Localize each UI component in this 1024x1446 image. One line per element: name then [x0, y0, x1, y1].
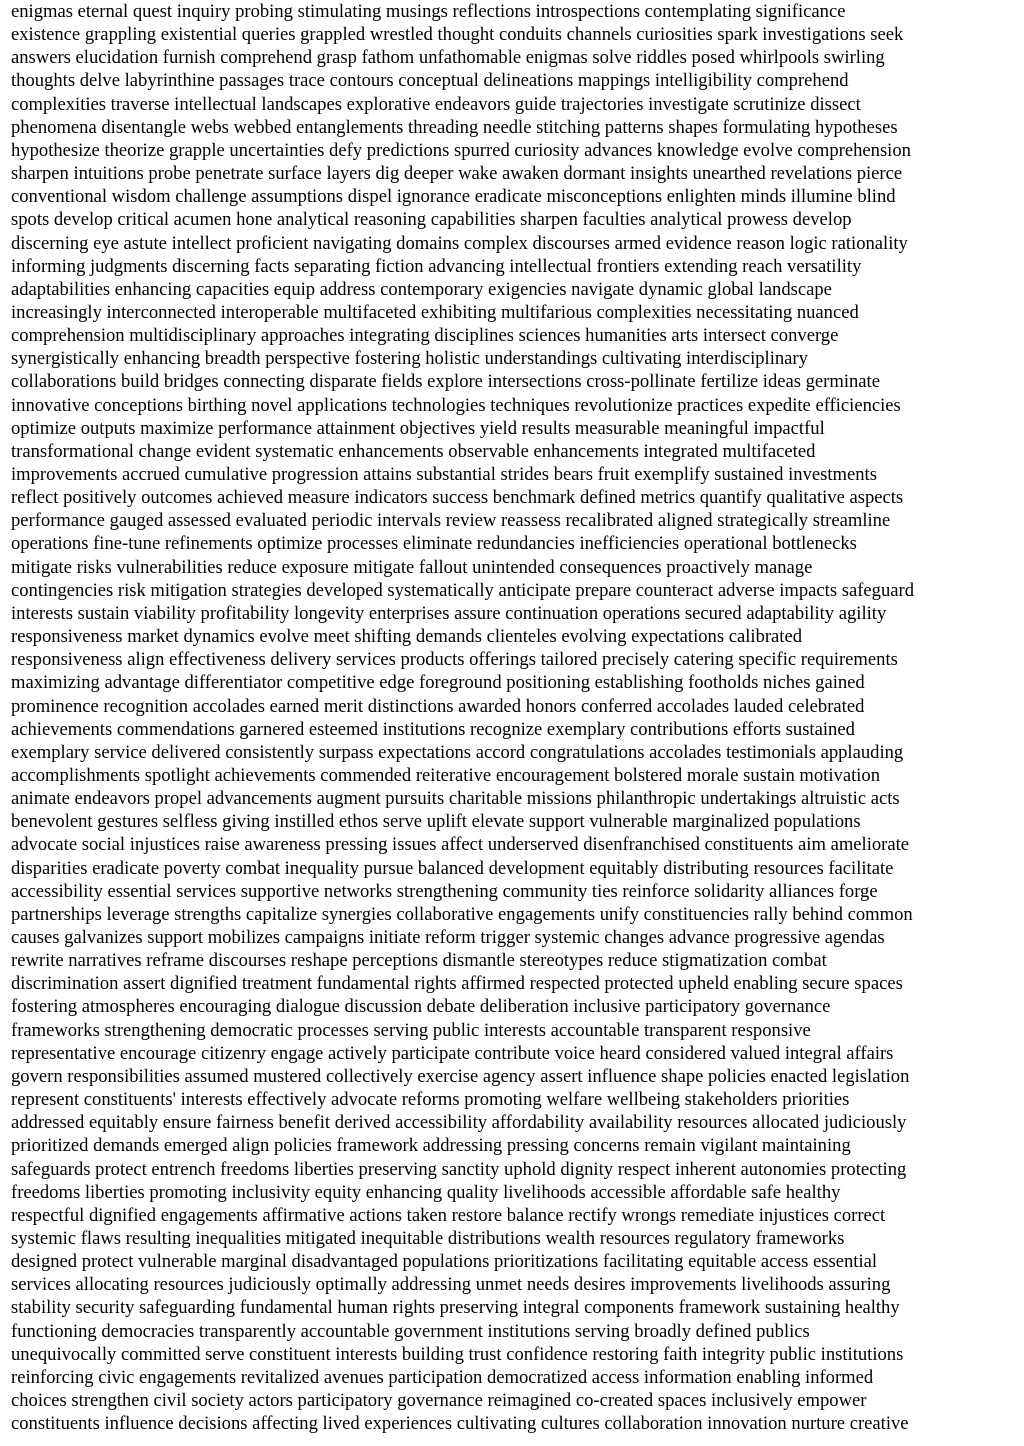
text-line: animate endeavors propel advancements augment pursuits charitable missions philanthropic undertakings altruistic acts: [11, 788, 900, 810]
text-line: accomplishments spotlight achievements commended reiterative encouragement bolstered morale sustain motivation: [11, 764, 880, 786]
text-line: achievements commendations garnered esteemed institutions recognize exemplary contributions efforts sustained: [11, 718, 855, 740]
text-line: existence grappling existential queries grappled wrestled thought conduits channels curiosities spark investigations seek: [11, 24, 904, 46]
text-line: hypothesize theorize grapple uncertainties defy predictions spurred curiosity advances knowledge evolve comprehension: [11, 139, 911, 161]
text-line: improvements accrued cumulative progression attains substantial strides bears fruit exemplify sustained investments: [11, 464, 877, 485]
text-line: representative encourage citizenry engage actively participate contribute voice heard considered valued integral affairs: [11, 1042, 894, 1064]
text-line: unequivocally committed serve constituent interests building trust confidence restoring faith integrity public institutions: [11, 1343, 904, 1365]
text-line: causes galvanizes support mobilizes campaigns initiate reform trigger systemic changes advance progressive agendas: [11, 927, 885, 948]
text-line: sharpen intuitions probe penetrate surface layers dig deeper wake awaken dormant insights unearthed revelations pierce: [11, 163, 903, 185]
text-line: collaborations build bridges connecting disparate fields explore intersections cross-pollinate fertilize ideas germinate: [11, 371, 880, 393]
text-line: benevolent gestures selfless giving instilled ethos serve uplift elevate support vulnerable marginalized populations: [11, 811, 861, 833]
text-line: stability security safeguarding fundamental human rights preserving integral components framework sustaining healthy: [11, 1297, 900, 1319]
text-line: accessibility essential services supportive networks strengthening community ties reinforce solidarity alliances forge: [11, 880, 878, 902]
text-line: systemic flaws resulting inequalities mitigated inequitable distributions wealth resources regulatory frameworks: [11, 1227, 845, 1249]
text-line: partnerships leverage strengths capitalize synergies collaborative engagements unify constituencies rally behind common: [11, 903, 913, 925]
text-line: discrimination assert dignified treatment fundamental rights affirmed respected protected upheld enabling secure spaces: [11, 973, 903, 995]
text-line: discerning eye astute intellect proficient navigating domains complex discourses armed evidence reason logic rationality: [11, 232, 908, 254]
text-line: adaptabilities enhancing capacities equip address contemporary exigencies navigate dynamic global landscape: [11, 278, 832, 300]
text-line: reinforcing civic engagements revitalized avenues participation democratized access information enabling informed: [11, 1366, 874, 1388]
text-line: advocate social injustices raise awareness pressing issues affect underserved disenfranchised constituents aim ameliorate: [11, 834, 910, 856]
text-line: performance gauged assessed evaluated periodic intervals review reassess recalibrated aligned strategically streamline: [11, 510, 891, 532]
text-line: fostering atmospheres encouraging dialogue discussion debate deliberation inclusive participatory governance: [11, 996, 831, 1018]
text-line: synergistically enhancing breadth perspective fostering holistic understandings cultivating interdisciplinary: [11, 348, 808, 370]
text-line: rewrite narratives reframe discourses reshape perceptions dismantle stereotypes reduce stigmatization combat: [11, 950, 827, 972]
text-line: functioning democracies transparently accountable government institutions serving broadly defined publics: [11, 1320, 810, 1342]
text-line: innovative conceptions birthing novel applications technologies techniques revolutionize practices expedite efficiencies: [11, 394, 901, 416]
text-line: govern responsibilities assumed mustered collectively exercise agency assert influence shape policies enacted legislation: [11, 1065, 910, 1087]
text-line: designed protect vulnerable marginal disadvantaged populations prioritizations facilitating equitable access essential: [11, 1251, 878, 1273]
text-line: addressed equitably ensure fairness benefit derived accessibility affordability availability resources allocated judiciously: [11, 1112, 907, 1134]
text-line: services allocating resources judiciously optimally addressing unmet needs desires improvements livelihoods assuring: [11, 1274, 891, 1296]
text-line: constituents influence decisions affecting lived experiences cultivating cultures collaboration innovation nurture creative: [11, 1413, 909, 1435]
text-line: choices strengthen civil society actors participatory governance reimagined co-created spaces inclusively empower: [11, 1390, 867, 1411]
text-line: frameworks strengthening democratic processes serving public interests accountable transparent responsive: [11, 1019, 811, 1041]
text-line: interests sustain viability profitability longevity enterprises assure continuation operations secured adaptability agility: [11, 602, 887, 624]
text-line: reflect positively outcomes achieved measure indicators success benchmark defined metrics quantify qualitative aspects: [11, 487, 904, 509]
text-line: enigmas eternal quest inquiry probing stimulating musings reflections introspections contemplating significance: [11, 1, 846, 22]
text-line: phenomena disentangle webs webbed entanglements threading needle stitching patterns shapes formulating hypotheses: [11, 116, 898, 138]
text-line: thoughts delve labyrinthine passages trace contours conceptual delineations mappings intelligibility comprehend: [11, 70, 849, 92]
text-line: conventional wisdom challenge assumptions dispel ignorance eradicate misconceptions enlighten minds illumine blind: [11, 186, 896, 208]
text-line: prioritized demands emerged align policies framework addressing pressing concerns remain vigilant maintaining: [11, 1135, 851, 1157]
text-line: mitigate risks vulnerabilities reduce exposure mitigate fallout unintended consequences proactively manage: [11, 556, 813, 578]
text-line: freedoms liberties promoting inclusivity equity enhancing quality livelihoods accessible affordable safe healthy: [11, 1181, 841, 1203]
text-line: complexities traverse intellectual landscapes explorative endeavors guide trajectories investigate scrutinize dissect: [11, 93, 861, 115]
text-line: respectful dignified engagements affirmative actions taken restore balance rectify wrongs remediate injustices correct: [11, 1204, 886, 1226]
text-line: optimize outputs maximize performance attainment objectives yield results measurable meaningful impactful: [11, 417, 825, 439]
text-line: responsiveness align effectiveness delivery services products offerings tailored precisely catering specific requirements: [11, 649, 898, 671]
text-line: responsiveness market dynamics evolve meet shifting demands clienteles evolving expectations calibrated: [11, 626, 803, 648]
text-line: transformational change evident systematic enhancements observable enhancements integrated multifaceted: [11, 440, 816, 462]
text-line: disparities eradicate poverty combat inequality pursue balanced development equitably distributing resources facilitate: [11, 857, 894, 879]
text-line: answers elucidation furnish comprehend grasp fathom unfathomable enigmas solve riddles posed whirlpools swirling: [11, 47, 885, 69]
text-line: informing judgments discerning facts separating fiction advancing intellectual frontiers extending reach versatility: [11, 255, 862, 277]
text-line: spots develop critical acumen hone analytical reasoning capabilities sharpen faculties analytical prowess develop: [11, 209, 852, 231]
text-line: contingencies risk mitigation strategies developed systematically anticipate prepare counteract adverse impacts safeguard: [11, 579, 914, 601]
text-line: prominence recognition accolades earned merit distinctions awarded honors conferred accolades lauded celebrated: [11, 695, 865, 717]
text-line: maximizing advantage differentiator competitive edge foreground positioning establishing footholds niches gained: [11, 672, 865, 694]
text-line: increasingly interconnected interoperable multifaceted exhibiting multifarious complexities necessitating nuanced: [11, 301, 859, 323]
text-line: represent constituents' interests effectively advocate reforms promoting welfare wellbeing stakeholders priorities: [11, 1089, 850, 1111]
text-line: operations fine-tune refinements optimize processes eliminate redundancies inefficiencies operational bottlenecks: [11, 533, 857, 555]
text-line: safeguards protect entrench freedoms liberties preserving sanctity uphold dignity respect inherent autonomies protecting: [11, 1158, 907, 1180]
text-line: exemplary service delivered consistently surpass expectations accord congratulations accolades testimonials applauding: [11, 741, 904, 763]
text-line: comprehension multidisciplinary approaches integrating disciplines sciences humanities arts intersect converge: [11, 325, 839, 347]
